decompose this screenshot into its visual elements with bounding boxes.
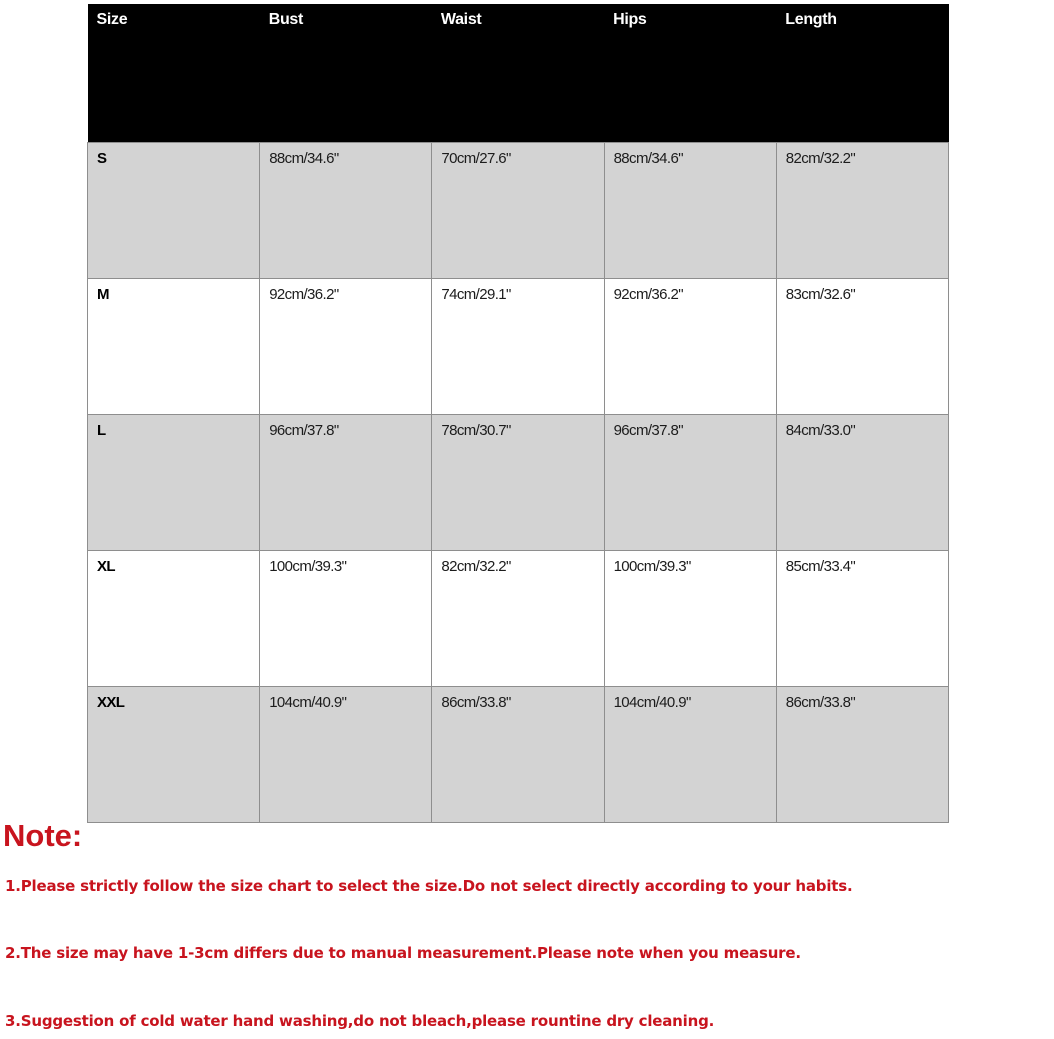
header-bust: Bust [260, 4, 432, 142]
size-cell: XXL [88, 686, 260, 822]
note-line-1: 1.Please strictly follow the size chart to select the size.Do not select directly according to your habits. [5, 877, 853, 895]
bust-cell: 92cm/36.2" [260, 278, 432, 414]
note-title: Note: [3, 818, 83, 853]
header-waist: Waist [432, 4, 604, 142]
waist-cell: 70cm/27.6" [432, 142, 604, 278]
size-cell: S [88, 142, 260, 278]
hips-cell: 96cm/37.8" [604, 414, 776, 550]
bust-cell: 104cm/40.9" [260, 686, 432, 822]
length-cell: 82cm/32.2" [776, 142, 948, 278]
bust-cell: 96cm/37.8" [260, 414, 432, 550]
size-cell: XL [88, 550, 260, 686]
table-row-xxl [88, 686, 949, 822]
length-cell: 83cm/32.6" [776, 278, 948, 414]
header-hips: Hips [604, 4, 776, 142]
table-row-s [88, 142, 949, 278]
size-cell: M [88, 278, 260, 414]
bust-cell: 100cm/39.3" [260, 550, 432, 686]
waist-cell: 86cm/33.8" [432, 686, 604, 822]
bust-cell: 88cm/34.6" [260, 142, 432, 278]
waist-cell: 78cm/30.7" [432, 414, 604, 550]
hips-cell: 92cm/36.2" [604, 278, 776, 414]
waist-cell: 74cm/29.1" [432, 278, 604, 414]
length-cell: 85cm/33.4" [776, 550, 948, 686]
size-cell: L [88, 414, 260, 550]
table-row-xl [88, 550, 949, 686]
waist-cell: 82cm/32.2" [432, 550, 604, 686]
table-row-l [88, 414, 949, 550]
table-header-row [88, 4, 949, 142]
length-cell: 86cm/33.8" [776, 686, 948, 822]
header-size: Size [88, 4, 260, 142]
header-length: Length [776, 4, 948, 142]
note-line-2: 2.The size may have 1-3cm differs due to manual measurement.Please note when you measure. [5, 944, 801, 962]
hips-cell: 100cm/39.3" [604, 550, 776, 686]
hips-cell: 104cm/40.9" [604, 686, 776, 822]
size-chart-table [87, 4, 949, 823]
note-line-3: 3.Suggestion of cold water hand washing,do not bleach,please rountine dry cleaning. [5, 1012, 715, 1030]
hips-cell: 88cm/34.6" [604, 142, 776, 278]
length-cell: 84cm/33.0" [776, 414, 948, 550]
table-row-m [88, 278, 949, 414]
